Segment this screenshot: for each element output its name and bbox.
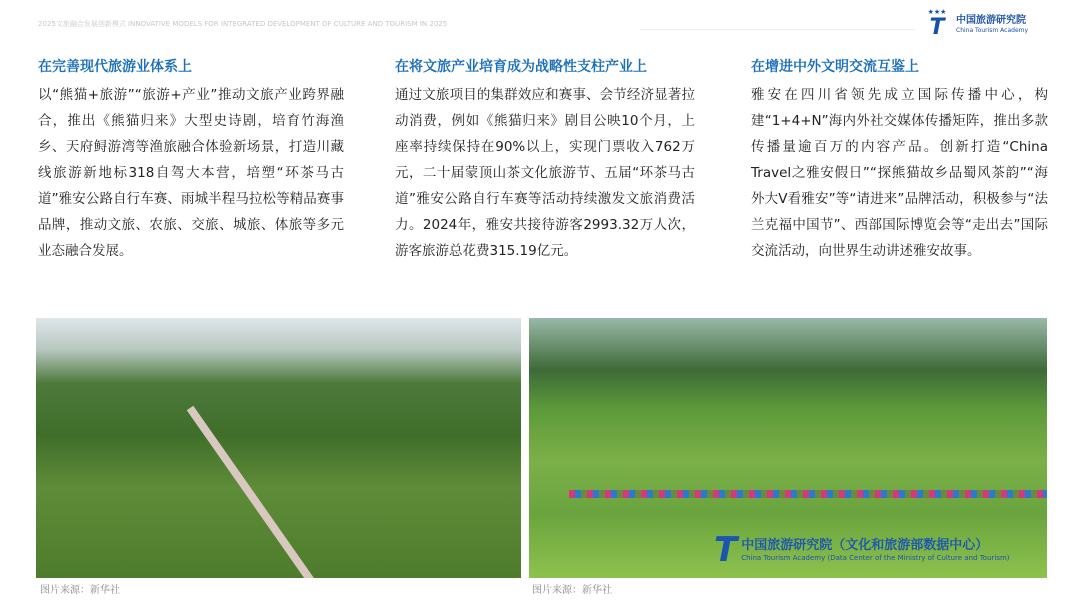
column-pillar-industry <box>395 58 695 264</box>
column-body: 通过文旅项目的集群效应和赛事、会节经济显著拉动消费，例如《熊猫归来》剧目公映10个月，上座率持续保持在90%以上，实现门票收入762万元，二十届蒙顶山茶文化旅游节、五届“环茶马古道”雅安公路自行车赛等活动持续激发文旅消费活力。2024年，雅安共接待游客2993.32万人次，游客旅游总花费315.19亿元。 <box>395 87 695 259</box>
column-title: 在完善现代旅游业体系上 <box>38 59 192 75</box>
logo <box>922 8 1028 40</box>
photo-tea-hills-aerial <box>36 318 521 578</box>
running-header: 2025文旅融合发展创新模式 INNOVATIVE MODELS FOR INTEGRATED DEVELOPMENT OF CULTURE AND TOURISM IN 2025 <box>38 20 448 28</box>
photo-cycling-race <box>529 318 1047 578</box>
photo-caption: 图片来源：新华社 <box>40 585 120 596</box>
logo-name-cn: 中国旅游研究院 <box>956 14 1026 26</box>
column-body: 雅安在四川省领先成立国际传播中心，构建“1+4+N”海内外社交媒体传播矩阵，推出多款传播量逾百万的内容产品。创新打造“China Travel之雅安假日”“探熊猫故乡品蜀风茶韵”“海外大V看雅安”等“请进来”品牌活动，积极参与“法兰克福中国节”、西部国际博览会等“走出去”国际交流活动，向世界生动讲述雅安故事。 <box>751 87 1048 259</box>
tourism-academy-logo-icon: ★★★ T <box>927 8 947 40</box>
column-body: 以“熊猫+旅游”“旅游+产业”推动文旅产业跨界融合，推出《熊猫归来》大型史诗剧，培育竹海渔乡、天府鲟游湾等渔旅融合体验新场景，打造川藏线旅游新地标318自驾大本营，培塑“环茶马古道”雅安公路自行车赛、雨城半程马拉松等精品赛事品牌，推动文旅、农旅、交旅、城旅、体旅等多元业态融合发展。 <box>38 87 344 259</box>
cyclists <box>569 490 1047 498</box>
column-tourism-system <box>38 58 344 264</box>
watermark-en: China Tourism Academy (Data Center of the Ministry of Culture and Tourism) <box>741 553 1010 562</box>
tourism-academy-logo-icon: T <box>714 530 738 570</box>
header-divider <box>640 29 915 30</box>
logo-name-en: China Tourism Academy <box>956 26 1029 34</box>
column-title: 在将文旅产业培育成为战略性支柱产业上 <box>395 59 647 75</box>
column-civilization-exchange <box>751 58 1048 264</box>
watermark-cn: 中国旅游研究院（文化和旅游部数据中心） <box>741 537 989 553</box>
column-title: 在增进中外文明交流互鉴上 <box>751 59 919 75</box>
photo-caption: 图片来源：新华社 <box>532 585 612 596</box>
watermark <box>714 530 1044 570</box>
road <box>187 406 320 578</box>
